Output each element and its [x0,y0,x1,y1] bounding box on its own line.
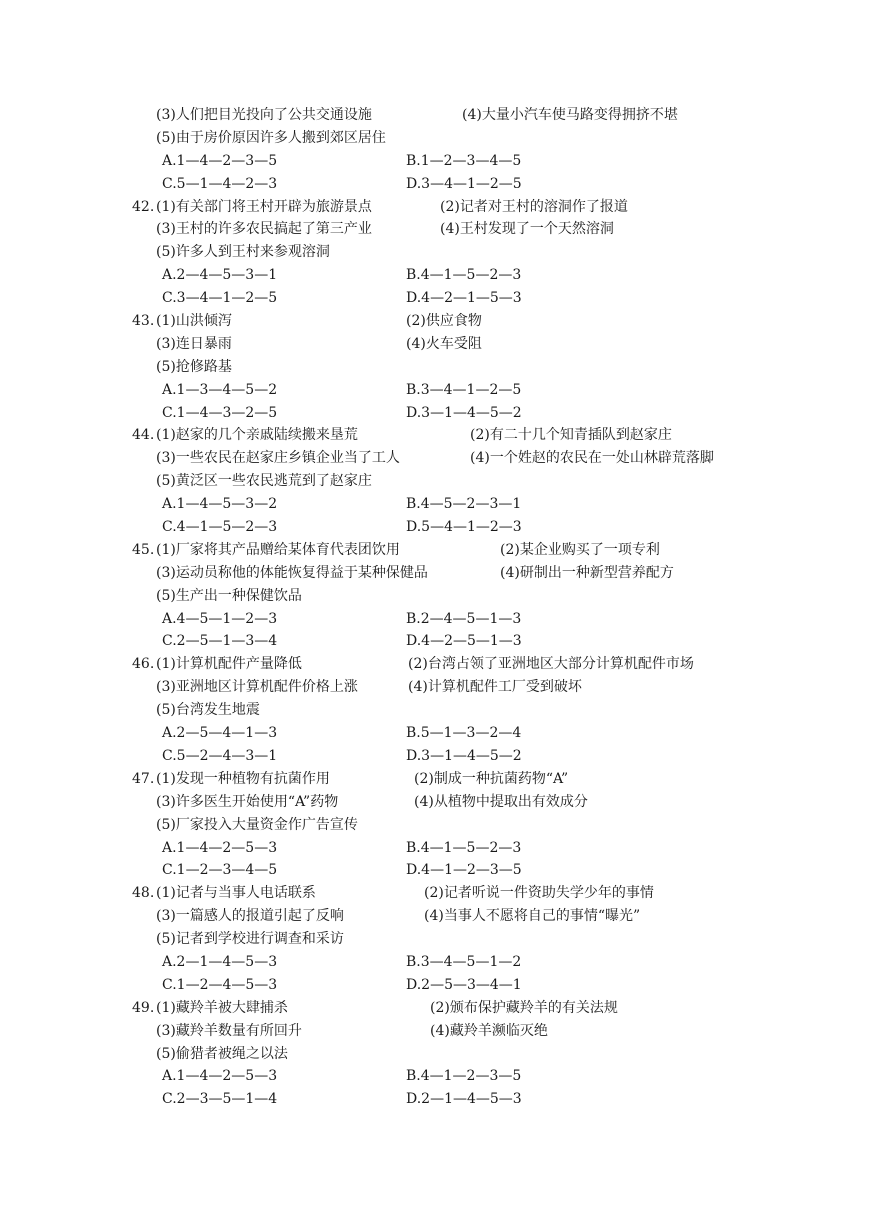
question-number: 46. [132,656,155,673]
item-4: (4)藏羚羊濒临灭绝 [430,1022,548,1039]
item-row [0,814,869,837]
option-row [0,287,869,310]
option-a: A.4—5—1—2—3 [162,610,278,627]
option-b: B.3—4—5—1—2 [406,953,522,970]
option-b: B.4—1—5—2—3 [406,267,522,284]
item-2: (2)颁布保护藏羚羊的有关法规 [430,999,618,1016]
option-d: D.4—1—2—3—5 [406,862,522,879]
option-d: D.2—5—3—4—1 [406,976,522,993]
item-5: (5)记者到学校进行调查和采访 [156,931,344,948]
option-a: A.2—4—5—3—1 [162,267,278,284]
document-page [0,104,869,1111]
option-d: D.4—2—5—1—3 [406,633,522,650]
item-row [0,218,869,241]
item-4: (4)从植物中提取出有效成分 [414,793,588,810]
option-b: B.5—1—3—2—4 [406,725,522,742]
option-b: B.3—4—1—2—5 [406,381,522,398]
option-row [0,173,869,196]
item-row [0,127,869,150]
item-3: (3)人们把目光投向了公共交通设施 [156,107,372,123]
item-4: (4)大量小汽车使马路变得拥挤不堪 [462,107,678,123]
question-48 [0,882,869,996]
item-4: (4)当事人不愿将自己的事情“曝光” [424,908,641,925]
item-4: (4)计算机配件工厂受到破坏 [408,679,582,696]
item-row [0,470,869,493]
option-c: C.1—2—3—4—5 [162,862,278,879]
item-row [0,676,869,699]
item-4: (4)火车受阻 [406,335,482,352]
option-d: D.5—4—1—2—3 [406,519,522,536]
item-row [0,424,869,447]
item-5: (5)许多人到王村来参观溶洞 [156,244,330,261]
option-c: C.3—4—1—2—5 [162,290,278,307]
option-row [0,516,869,539]
option-c: C.5—2—4—3—1 [162,747,278,764]
option-d: D.3—4—1—2—5 [406,175,522,192]
item-1: (1)计算机配件产量降低 [156,656,302,673]
option-d: D.3—1—4—5—2 [406,747,522,764]
option-row [0,150,869,173]
item-row [0,356,869,379]
question-41-continued [0,104,869,196]
item-3: (3)许多医生开始使用“A”药物 [156,793,339,810]
option-a: A.1—4—2—3—5 [162,152,278,169]
item-row [0,196,869,219]
item-row [0,241,869,264]
option-row [0,951,869,974]
option-row [0,837,869,860]
item-1: (1)藏羚羊被大肆捕杀 [156,999,288,1016]
item-row [0,653,869,676]
item-3: (3)连日暴雨 [156,335,232,352]
item-row [0,333,869,356]
item-3: (3)一篇感人的报道引起了反响 [156,908,344,925]
question-number: 45. [132,541,155,558]
item-4: (4)王村发现了一个天然溶洞 [440,221,614,238]
option-a: A.1—4—2—5—3 [162,839,278,856]
item-row [0,562,869,585]
item-row [0,699,869,722]
item-row [0,928,869,951]
item-2: (2)供应食物 [406,313,482,330]
item-3: (3)王村的许多农民搞起了第三产业 [156,221,372,238]
item-4: (4)研制出一种新型营养配方 [500,564,674,581]
item-row [0,1043,869,1066]
item-3: (3)运动员称他的体能恢复得益于某种保健品 [156,564,428,581]
option-row [0,630,869,653]
option-row [0,859,869,882]
option-row [0,608,869,631]
option-row [0,379,869,402]
item-row [0,585,869,608]
option-a: A.1—4—2—5—3 [162,1068,278,1085]
option-row [0,264,869,287]
option-b: B.4—1—2—3—5 [406,1068,522,1085]
option-c: C.4—1—5—2—3 [162,519,278,536]
item-row [0,104,869,127]
option-row [0,1088,869,1111]
question-42 [0,196,869,310]
option-row [0,1065,869,1088]
item-4: (4)一个姓赵的农民在一处山林辟荒落脚 [470,450,714,467]
question-number: 43. [132,313,155,330]
option-row [0,745,869,768]
option-row [0,493,869,516]
item-row [0,310,869,333]
item-3: (3)一些农民在赵家庄乡镇企业当了工人 [156,450,400,467]
item-row [0,768,869,791]
item-5: (5)厂家投入大量资金作广告宣传 [156,816,358,833]
option-a: A.2—5—4—1—3 [162,725,278,742]
item-3: (3)藏羚羊数量有所回升 [156,1022,302,1039]
item-1: (1)有关部门将王村开辟为旅游景点 [156,198,372,215]
item-2: (2)制成一种抗菌药物“A” [414,770,569,787]
question-45 [0,539,869,653]
question-47 [0,768,869,882]
option-d: D.4—2—1—5—3 [406,290,522,307]
item-5: (5)由于房价原因许多人搬到郊区居住 [156,129,386,146]
item-2: (2)台湾占领了亚洲地区大部分计算机配件市场 [408,656,694,673]
option-b: B.4—5—2—3—1 [406,496,522,513]
item-5: (5)生产出一种保健饮品 [156,587,302,604]
item-row [0,791,869,814]
option-c: C.2—5—1—3—4 [162,633,278,650]
question-46 [0,653,869,767]
option-c: C.2—3—5—1—4 [162,1091,278,1108]
item-row [0,997,869,1020]
option-c: C.1—4—3—2—5 [162,404,278,421]
item-2: (2)记者对王村的溶洞作了报道 [440,198,628,215]
item-row [0,1020,869,1043]
item-row [0,905,869,928]
item-row [0,447,869,470]
question-43 [0,310,869,424]
option-a: A.2—1—4—5—3 [162,953,278,970]
item-5: (5)抢修路基 [156,358,232,375]
item-1: (1)发现一种植物有抗菌作用 [156,770,330,787]
option-row [0,402,869,425]
option-c: C.1—2—4—5—3 [162,976,278,993]
option-row [0,722,869,745]
item-5: (5)偷猎者被绳之以法 [156,1045,288,1062]
option-b: B.2—4—5—1—3 [406,610,522,627]
question-49 [0,997,869,1111]
question-number: 48. [132,885,155,902]
question-number: 49. [132,999,155,1016]
item-1: (1)记者与当事人电话联系 [156,885,316,902]
item-1: (1)厂家将其产品赠给某体育代表团饮用 [156,541,400,558]
question-number: 42. [132,198,155,215]
question-number: 44. [132,427,155,444]
option-a: A.1—3—4—5—2 [162,381,278,398]
option-d: D.3—1—4—5—2 [406,404,522,421]
option-b: B.1—2—3—4—5 [406,152,522,169]
item-1: (1)山洪倾泻 [156,313,232,330]
item-row [0,539,869,562]
option-row [0,974,869,997]
item-2: (2)有二十几个知青插队到赵家庄 [470,427,672,444]
item-row [0,882,869,905]
option-b: B.4—1—5—2—3 [406,839,522,856]
question-44 [0,424,869,538]
option-c: C.5—1—4—2—3 [162,175,278,192]
item-3: (3)亚洲地区计算机配件价格上涨 [156,679,358,696]
item-2: (2)记者听说一件资助失学少年的事情 [424,885,654,902]
item-5: (5)黄泛区一些农民逃荒到了赵家庄 [156,473,372,490]
item-1: (1)赵家的几个亲戚陆续搬来垦荒 [156,427,358,444]
item-5: (5)台湾发生地震 [156,702,260,719]
item-2: (2)某企业购买了一项专利 [500,541,660,558]
option-d: D.2—1—4—5—3 [406,1091,522,1108]
option-a: A.1—4—5—3—2 [162,496,278,513]
question-number: 47. [132,770,155,787]
